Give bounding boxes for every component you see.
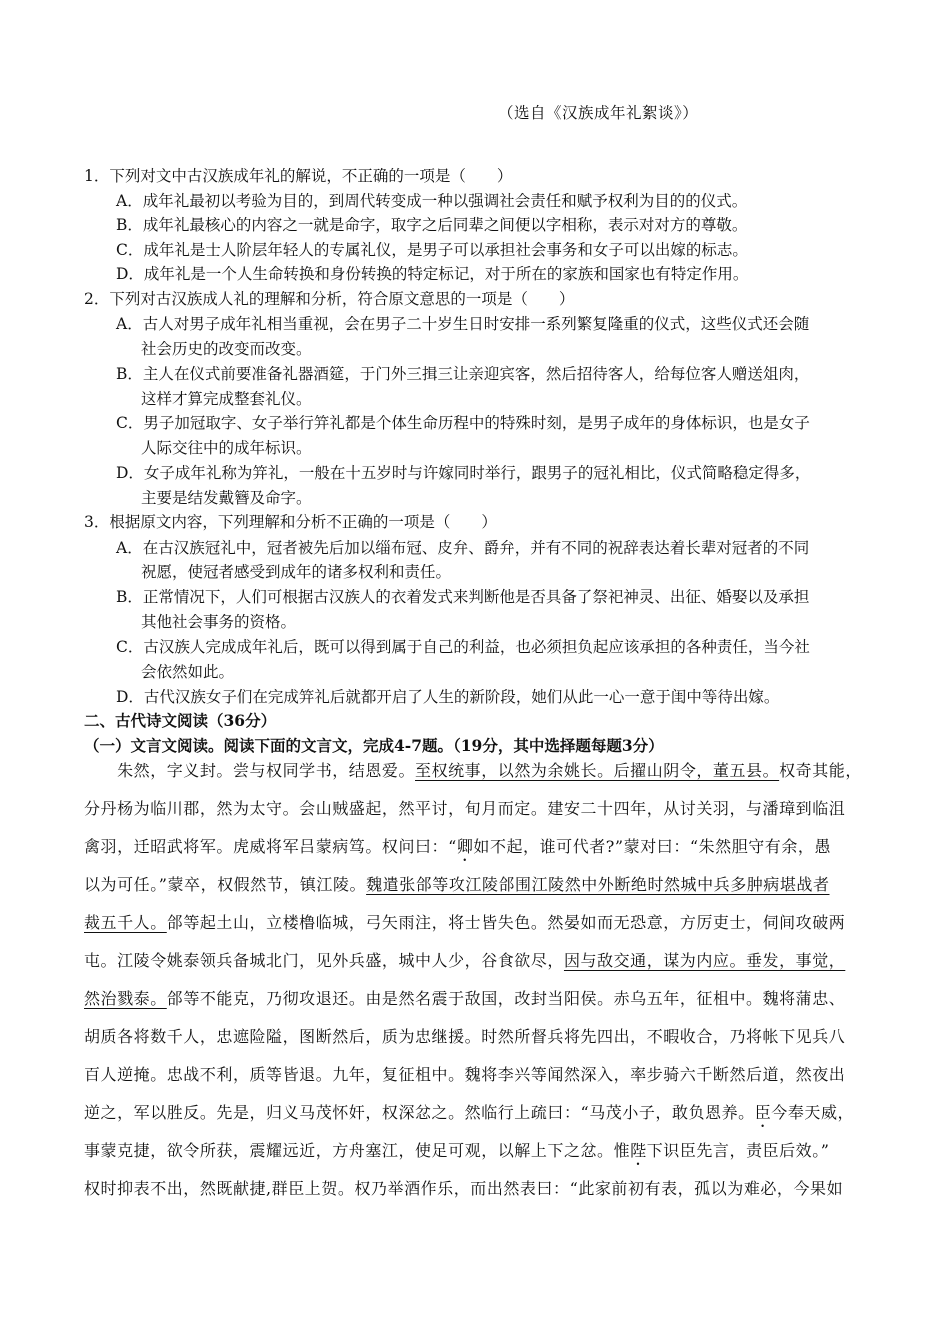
passage-text: 权奇其能， bbox=[779, 761, 862, 780]
passage-line-2: 分丹杨为临川郡，然为太守。会山贼盛起，然平讨，旬月而定。建安二十四年，从讨关羽，与潘璋到临沮 bbox=[84, 799, 846, 818]
passage-text: 屯。江陵令姚泰领兵备城北门，见外兵盛，城中人少，谷食欲尽， bbox=[84, 951, 564, 970]
passage-text: 禽羽，迁昭武将军。虎威将军吕蒙病笃。权问曰： bbox=[84, 837, 449, 856]
question-2-option-d: D．女子成年礼称为笄礼，一般在十五岁时与许嫁同时举行，跟男子的冠礼相比，仪式简略稳定得多， bbox=[116, 464, 811, 482]
underlined-sentence: 因与敌交通，谋为内应。垂发，事觉， bbox=[563, 951, 846, 970]
question-2-stem: 2．下列对古汉族成人礼的理解和分析，符合原文意思的一项是（ ） bbox=[84, 290, 575, 308]
passage-text: 下识臣先言，责臣后效。” bbox=[646, 1141, 830, 1160]
passage-text: 如不起，谁可代者?”蒙对曰：“朱然胆守有余，愚 bbox=[473, 837, 831, 856]
passage-text: 郃等不能克，乃彻攻退还。由是然名震于敌国，改封当阳侯。赤乌五年，征柤中。魏将蒲忠、 bbox=[166, 989, 846, 1008]
dotted-character: 臣 bbox=[754, 1103, 772, 1122]
passage-line-9: 百人逆掩。忠战不利，质等皆退。九年，复征柤中。魏将李兴等闻然深入，率步骑六千断然后道，然夜出 bbox=[84, 1065, 846, 1084]
underlined-sentence: 至权统事，以然为余姚长。后擢山阴令，董五县。 bbox=[415, 761, 780, 780]
question-1-option-c: C．成年礼是士人阶层年轻人的专属礼仪，是男子可以承担社会事务和女子可以出嫁的标志。 bbox=[116, 241, 748, 259]
question-3-option-c: C．古汉族人完成成年礼后，既可以得到属于自己的利益，也必须担负起应该承担的各种责任，当今社 bbox=[116, 638, 810, 656]
passage-line-4 bbox=[84, 874, 830, 896]
passage-text: 逆之，军以胜反。先是，归义马茂怀奸，权深忿之。然临行上疏曰：“马茂小子，敢负恩养。 bbox=[84, 1103, 755, 1122]
passage-text: 事蒙克捷，欲令所获，震耀远近，方舟塞江，使足可观，以解上下之忿。惟 bbox=[84, 1141, 631, 1160]
source-note: （选自《汉族成年礼絮谈》） bbox=[498, 104, 699, 122]
subsection-heading: （一）文言文阅读。阅读下面的文言文，完成4-7题。（19分，其中选择题每题3分） bbox=[84, 736, 664, 755]
passage-text: 郃等起土山，立楼橹临城，弓矢雨注，将士皆失色。然晏如而无恐意，方厉吏士，伺间攻破两 bbox=[166, 913, 846, 932]
passage-text: 朱然，字义封。尝与权同学书，结恩爱。 bbox=[84, 761, 416, 780]
passage-line-7 bbox=[84, 988, 845, 1010]
passage-line-10 bbox=[84, 1102, 854, 1131]
passage-text: “ bbox=[448, 837, 457, 856]
passage-line-3 bbox=[84, 836, 831, 865]
question-3-option-b: B．正常情况下，人们可根据古汉族人的衣着发式来判断他是否具备了祭祀神灵、出征、婚娶以及承担 bbox=[116, 588, 810, 606]
passage-line-8: 胡质各将数千人，忠遮险隘，图断然后，质为忠继援。时然所督兵将先四出，不暇收合，乃将帐下见兵八 bbox=[84, 1027, 846, 1046]
question-2-option-c: C．男子加冠取字、女子举行笄礼都是个体生命历程中的特殊时刻，是男子成年的身体标识，也是女子 bbox=[116, 414, 810, 432]
passage-line-12: 权时抑表不出，然既献捷,群臣上贺。权乃举酒作乐，而出然表曰：“此家前初有表，孤以为难必，今果如 bbox=[84, 1179, 844, 1198]
passage-line-11 bbox=[84, 1140, 830, 1169]
question-2-option-a-cont: 社会历史的改变而改变。 bbox=[141, 340, 312, 358]
underlined-sentence: 然治戮泰。 bbox=[84, 989, 167, 1008]
question-3-option-a: A．在古汉族冠礼中，冠者被先后加以缁布冠、皮弁、爵弁，并有不同的祝辞表达着长辈对冠者的不同 bbox=[116, 539, 810, 557]
passage-text: 今奉天威， bbox=[771, 1103, 855, 1122]
question-2-option-c-cont: 人际交往中的成年标识。 bbox=[141, 439, 312, 457]
question-2-option-b-cont: 这样才算完成整套礼仪。 bbox=[141, 390, 312, 408]
underlined-sentence: 魏遣张郃等攻江陵郃围江陵然中外断绝时然城中兵多肿病堪战者 bbox=[366, 875, 830, 894]
question-3-option-a-cont: 祝愿，使冠者感受到成年的诸多权利和责任。 bbox=[141, 563, 452, 581]
passage-text: 以为可任。”蒙卒，权假然节，镇江陵。 bbox=[84, 875, 367, 894]
question-3-option-b-cont: 其他社会事务的资格。 bbox=[141, 613, 297, 631]
question-1-option-d: D．成年礼是一个人生命转换和身份转换的特定标记，对于所在的家族和国家也有特定作用。 bbox=[116, 265, 749, 283]
question-2-option-a: A．古人对男子成年礼相当重视，会在男子二十岁生日时安排一系列繁复隆重的仪式，这些仪式还会随 bbox=[116, 315, 810, 333]
question-1-option-a: A．成年礼最初以考验为目的，到周代转变成一种以强调社会责任和赋予权利为目的的仪式。 bbox=[116, 192, 748, 210]
passage-line-6 bbox=[84, 950, 845, 972]
dotted-character: 陛 bbox=[630, 1141, 647, 1160]
question-3-stem: 3．根据原文内容，下列理解和分析不正确的一项是（ ） bbox=[84, 513, 497, 531]
underlined-sentence: 裁五千人。 bbox=[84, 913, 167, 932]
passage-line-5 bbox=[84, 912, 845, 934]
section-heading: 二、古代诗文阅读（36分） bbox=[84, 711, 277, 730]
question-1-option-b: B．成年礼最核心的内容之一就是命字，取字之后同辈之间便以字相称，表示对对方的尊敬。 bbox=[116, 216, 748, 234]
question-2-option-d-cont: 主要是结发戴簪及命字。 bbox=[141, 489, 312, 507]
dotted-character: 卿 bbox=[456, 837, 474, 856]
question-3-option-c-cont: 会依然如此。 bbox=[141, 663, 235, 681]
question-2-option-b: B．主人在仪式前要准备礼器酒筵，于门外三揖三让亲迎宾客，然后招待客人，给每位客人赠送俎肉， bbox=[116, 365, 810, 383]
passage-line-1 bbox=[84, 760, 862, 782]
question-1-stem: 1．下列对文中古汉族成年礼的解说，不正确的一项是（ ） bbox=[84, 167, 513, 185]
question-3-option-d: D．古代汉族女子们在完成笄礼后就都开启了人生的新阶段，她们从此一心一意于闺中等待出嫁。 bbox=[116, 688, 780, 706]
